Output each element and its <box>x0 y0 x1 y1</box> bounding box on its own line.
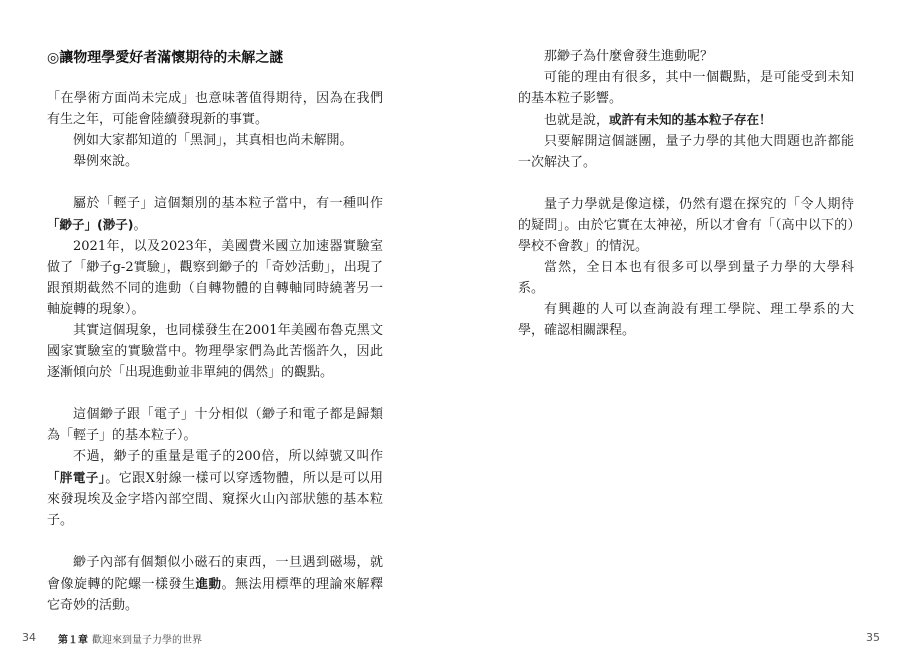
right-body-text <box>518 46 854 341</box>
paragraph <box>518 131 854 173</box>
text-run: 可能的理由有很多，其中一個觀點，是可能受到未知的基本粒子影響。 <box>518 70 854 106</box>
text-run: 那緲子為什麼會發生進動呢？ <box>544 49 714 64</box>
text-run: 屬於「輕子」這個類別的基本粒子當中，有一種叫作 <box>73 196 383 211</box>
paragraph <box>518 46 854 67</box>
paragraph <box>47 320 383 383</box>
paragraph <box>47 404 383 446</box>
paragraph <box>47 88 383 130</box>
paragraph <box>518 109 854 131</box>
page-number-right: 35 <box>866 631 880 644</box>
text-run: 不過，緲子的重量是電子的200倍，所以綽號又叫作 <box>73 449 383 464</box>
paragraph <box>47 151 383 172</box>
chapter-title: 歡迎來到量子力學的世界 <box>92 635 202 646</box>
paragraph <box>518 299 854 341</box>
bold-text: 「緲子」(渺子) <box>47 217 134 232</box>
paragraph-gap <box>518 173 854 194</box>
right-page <box>450 0 900 661</box>
left-body-text <box>47 88 383 616</box>
paragraph-gap <box>47 531 383 552</box>
chapter-label: 第１章 <box>58 635 88 646</box>
text-run: 。無法用標準的理論來解釋它奇妙的活動。 <box>47 577 383 613</box>
bold-text: 或許有未知的基本粒子存在！ <box>609 112 772 127</box>
text-run: 當然，全日本也有很多可以學到量子力學的大學科系。 <box>518 260 854 296</box>
paragraph-gap <box>47 172 383 193</box>
text-run: 有興趣的人可以查詢設有理工學院、理工學系的大學，確認相關課程。 <box>518 302 854 338</box>
text-run: 量子力學就是像這樣，仍然有還在探究的「令人期待的疑問」。由於它實在太神祕，所以才會有「（高中以下的）學校不會教」的情況。 <box>518 197 854 254</box>
text-run: 緲子內部有個類似小磁石的東西，一旦遇到磁場，就會像旋轉的陀螺一樣發生 <box>47 555 383 592</box>
text-run: 2021年，以及2023年，美國費米國立加速器實驗室做了「緲子g-2實驗」，觀察到緲子的「奇妙活動」，出現了跟預期截然不同的進動（自轉物體的自轉軸同時繞著另一軸旋轉的現象）。 <box>47 239 383 317</box>
bold-text: 進動 <box>195 576 222 591</box>
paragraph-gap <box>47 383 383 404</box>
text-run: 也就是說， <box>544 113 610 128</box>
text-run: 「在學術方面尚未完成」也意味著值得期待，因為在我們有生之年，可能會陸續發現新的事實。 <box>47 91 383 127</box>
page-number-left: 34 <box>22 631 36 644</box>
paragraph <box>47 193 383 236</box>
paragraph <box>518 257 854 299</box>
paragraph <box>47 552 383 616</box>
paragraph <box>47 236 383 320</box>
text-run: 例如大家都知道的「黑洞」，其真相也尚未解開。 <box>73 133 353 148</box>
text-run: 。它跟X射線一樣可以穿透物體，所以是可以用來發現埃及金字塔內部空間、窺探火山內部狀態的基本粒子。 <box>47 471 383 528</box>
paragraph <box>47 446 383 531</box>
paragraph <box>518 67 854 109</box>
bold-text: 「胖電子」 <box>47 470 106 485</box>
section-heading: ◎讓物理學愛好者滿懷期待的未解之謎 <box>47 50 284 66</box>
paragraph <box>518 194 854 257</box>
text-run: 。 <box>133 218 147 233</box>
text-run: 只要解開這個謎團，量子力學的其他大問題也許都能一次解決了。 <box>518 134 854 170</box>
text-run: 這個緲子跟「電子」十分相似（緲子和電子都是歸類為「輕子」的基本粒子）。 <box>47 407 383 443</box>
paragraph <box>47 130 383 151</box>
text-run: 舉例來說。 <box>73 154 139 169</box>
text-run: 其實這個現象，也同樣發生在2001年美國布魯克黑文國家實驗室的實驗當中。物理學家們為此苦惱許久，因此逐漸傾向於「出現進動並非單純的偶然」的觀點。 <box>47 323 383 380</box>
